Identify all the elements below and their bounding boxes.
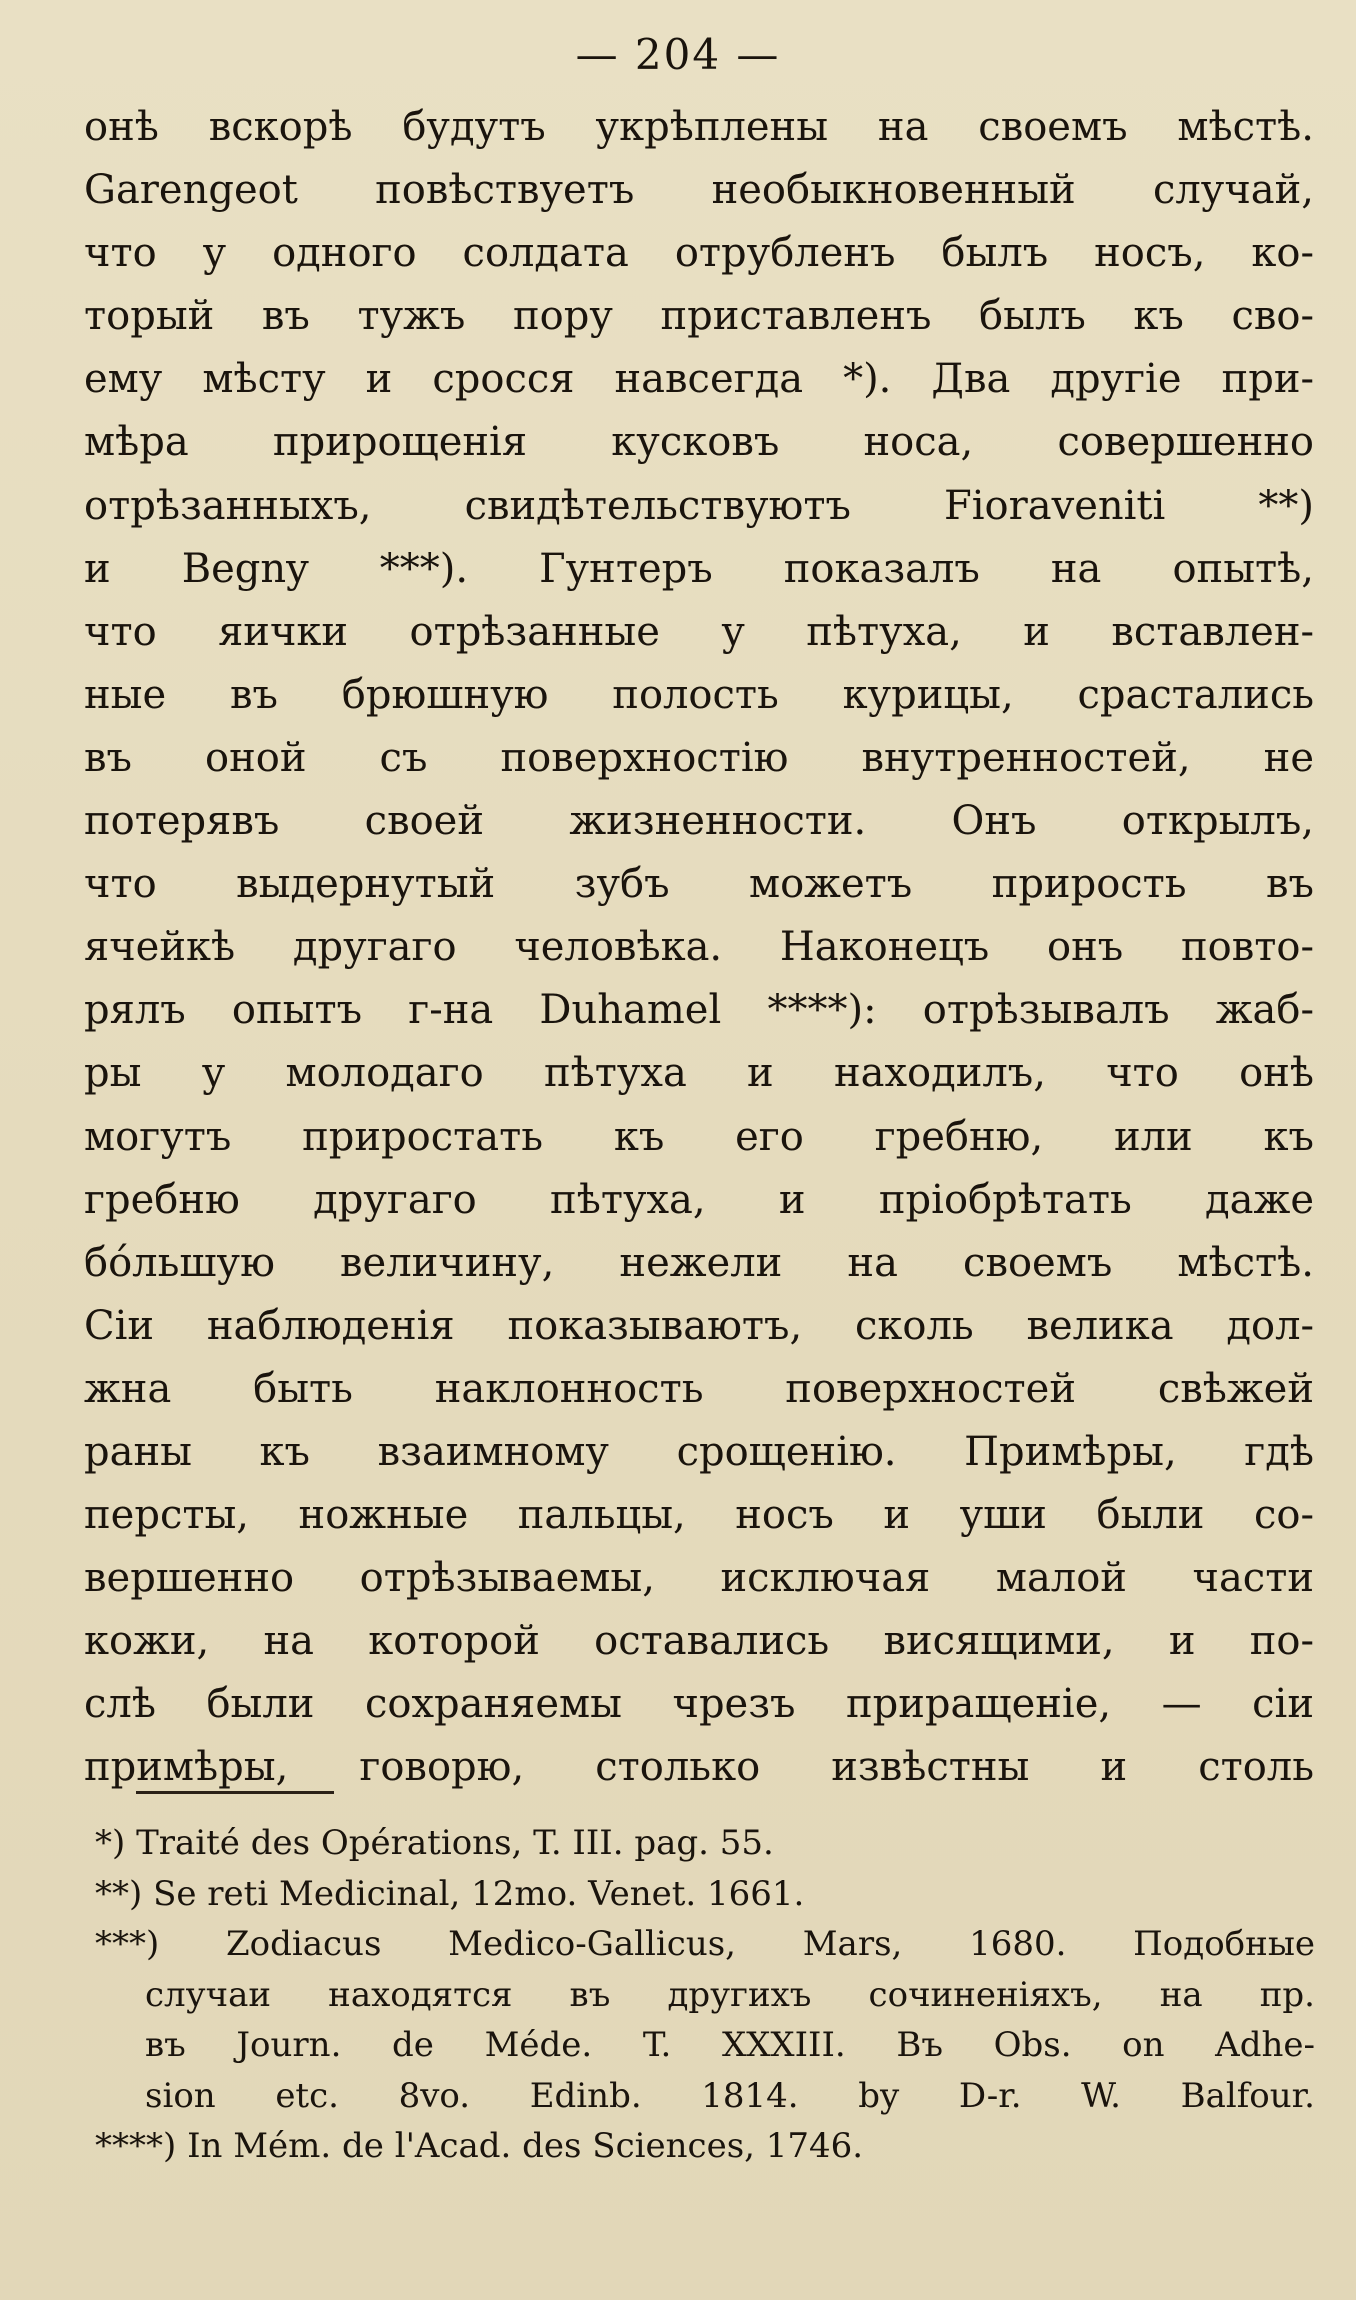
footnote-line: sion etc. 8vo. Edinb. 1814. by D-r. W. Balfour. <box>145 2075 1315 2116</box>
text-line: кожи, на которой оставались висящими, и по- <box>84 1618 1314 1665</box>
text-line: вершенно отрѣзываемы, исключая малой части <box>84 1555 1314 1602</box>
page-number: — 204 — <box>575 30 781 79</box>
text-line: что яички отрѣзанные у пѣтуха, и вставлен- <box>84 608 1314 655</box>
text-line: въ оной съ поверхностію внутренностей, не <box>84 734 1314 781</box>
text-line: Сіи наблюденія показываютъ, сколь велика дол- <box>84 1302 1314 1349</box>
text-line: потерявъ своей жизненности. Онъ открылъ, <box>84 798 1314 845</box>
text-line: примѣры, говорю, столько извѣстны и столь <box>84 1744 1314 1791</box>
footnotes <box>95 1818 1315 2172</box>
text-line: персты, ножные пальцы, носъ и уши были со- <box>84 1492 1314 1539</box>
text-line: что выдернутый зубъ можетъ прирость въ <box>84 861 1314 908</box>
footnote-line: **) Se reti Medicinal, 12mo. Venet. 1661. <box>95 1873 805 1914</box>
footnote-rule <box>136 1791 334 1794</box>
text-line: и Begny ***). Гунтеръ показалъ на опытѣ, <box>84 545 1314 592</box>
text-line: гребню другаго пѣтуха, и пріобрѣтать даже <box>84 1176 1314 1223</box>
text-line: торый въ тужъ пору приставленъ былъ къ сво- <box>84 293 1314 340</box>
body-text <box>84 96 1314 1800</box>
text-line: бо́льшую величину, нежели на своемъ мѣстѣ. <box>84 1239 1314 1286</box>
text-line: жна быть наклонность поверхностей свѣжей <box>84 1365 1314 1412</box>
text-line: ему мѣсту и сросся навсегда *). Два другіе при- <box>84 356 1314 403</box>
text-line: отрѣзанныхъ, свидѣтельствуютъ Fioraveniti **) <box>84 482 1314 529</box>
text-line: что у одного солдата отрубленъ былъ носъ, ко- <box>84 230 1314 277</box>
text-line: слѣ были сохраняемы чрезъ приращеніе, — сіи <box>84 1681 1314 1728</box>
text-line: мѣра прирощенія кусковъ носа, совершенно <box>84 419 1314 466</box>
text-line: рялъ опытъ г-на Duhamel ****): отрѣзывалъ жаб- <box>84 987 1314 1034</box>
text-line: Garengeot повѣствуетъ необыкновенный случай, <box>84 167 1314 214</box>
footnote-line: случаи находятся въ другихъ сочиненіяхъ, на пр. <box>145 1974 1315 2015</box>
text-line: ры у молодаго пѣтуха и находилъ, что онѣ <box>84 1050 1314 1097</box>
text-line: ные въ брюшную полость курицы, срастались <box>84 671 1314 718</box>
footnote-line: ****) In Mém. de l'Acad. des Sciences, 1746. <box>95 2126 864 2166</box>
footnote-line: въ Journ. de Méde. T. XXXIII. Въ Obs. on Adhe- <box>145 2025 1315 2065</box>
footnote-line: ***) Zodiacus Medico-Gallicus, Mars, 1680. Подобные <box>95 1924 1315 1964</box>
text-line: раны къ взаимному срощенію. Примѣры, гдѣ <box>84 1428 1314 1475</box>
text-line: могутъ приростать къ его гребню, или къ <box>84 1113 1314 1160</box>
text-line: онѣ вскорѣ будутъ укрѣплены на своемъ мѣстѣ. <box>84 104 1314 150</box>
text-line: ячейкѣ другаго человѣка. Наконецъ онъ повто- <box>84 924 1314 971</box>
footnote-line: *) Traité des Opérations, T. III. pag. 55. <box>95 1823 774 1863</box>
